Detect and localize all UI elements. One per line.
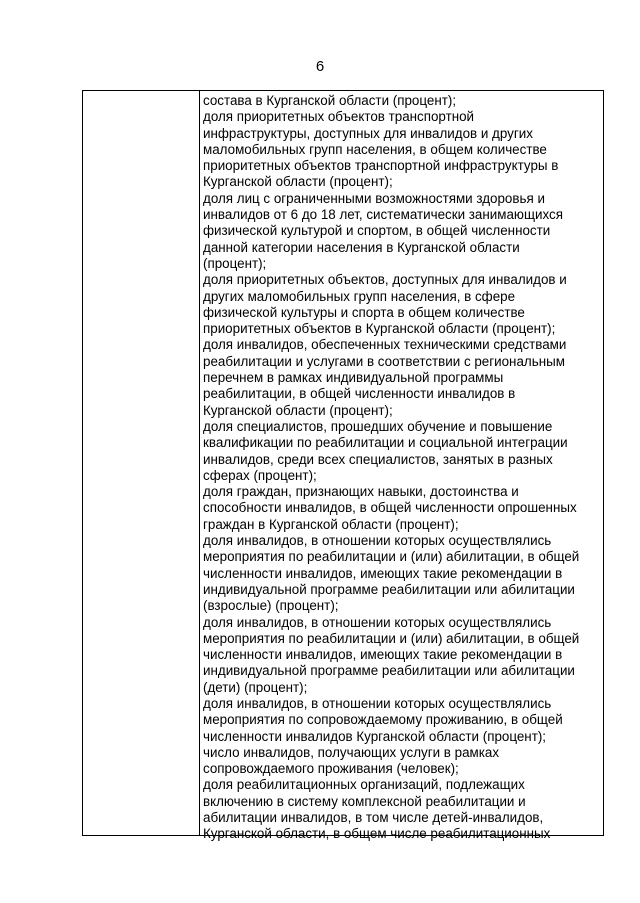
table-right-cell	[203, 93, 601, 842]
text-line: приоритетных объектов в Курганской области (процент);	[203, 321, 556, 337]
text-line: реабилитации и услугами в соответствии с региональным	[203, 353, 565, 369]
text-line: индивидуальной программе реабилитации или абилитации	[203, 581, 575, 597]
text-line: квалификации по реабилитации и социальной интеграции	[203, 435, 568, 451]
table-column-divider	[199, 91, 200, 835]
text-line: абилитации инвалидов, в том числе детей-инвалидов,	[203, 810, 544, 826]
text-line: мероприятия по реабилитации и (или) абилитации, в общей	[203, 630, 580, 646]
text-line: перечнем в рамках индивидуальной программы	[203, 370, 504, 386]
text-line: (дети) (процент);	[203, 679, 308, 695]
text-line: доля реабилитационных организаций, подлежащих	[203, 777, 525, 793]
text-line: доля лиц с ограниченными возможностями здоровья и	[203, 190, 545, 206]
text-line: доля приоритетных объектов, доступных для инвалидов и	[203, 272, 567, 288]
text-line: доля инвалидов, в отношении которых осуществлялись	[203, 533, 552, 549]
text-line: Курганской области, в общем числе реабилитационных	[203, 826, 551, 842]
text-line: мероприятия по реабилитации и (или) абилитации, в общей	[203, 549, 580, 565]
text-line: приоритетных объектов транспортной инфраструктуры в	[203, 158, 559, 174]
text-line: доля граждан, признающих навыки, достоинства и	[203, 484, 519, 500]
text-line: сопровождаемого проживания (человек);	[203, 761, 459, 777]
text-line: инфраструктуры, доступных для инвалидов и других	[203, 125, 533, 141]
text-line: маломобильных групп населения, в общем количестве	[203, 141, 547, 157]
text-line: физической культуры и спорта в общем количестве	[203, 304, 525, 320]
text-line: сферах (процент);	[203, 467, 317, 483]
page-number: 6	[315, 58, 325, 75]
text-line: (взрослые) (процент);	[203, 598, 339, 614]
text-line: доля приоритетных объектов транспортной	[203, 109, 475, 125]
text-line: численности инвалидов, имеющих такие рекомендации в	[203, 647, 563, 663]
table-left-cell	[83, 91, 199, 835]
text-line: мероприятия по сопровождаемому проживанию, в общей	[203, 712, 563, 728]
text-line: доля инвалидов, в отношении которых осуществлялись	[203, 695, 552, 711]
text-line: данной категории населения в Курганской области	[203, 239, 520, 255]
text-line: индивидуальной программе реабилитации или абилитации	[203, 663, 575, 679]
text-line: инвалидов от 6 до 18 лет, систематически занимающихся	[203, 207, 563, 223]
text-line: граждан в Курганской области (процент);	[203, 516, 459, 532]
text-line: численности инвалидов Курганской области (процент);	[203, 728, 547, 744]
text-line: доля инвалидов, в отношении которых осуществлялись	[203, 614, 552, 630]
text-line: доля инвалидов, обеспеченных техническими средствами	[203, 337, 567, 353]
text-line: реабилитации, в общей численности инвалидов в	[203, 386, 516, 402]
text-line: инвалидов, среди всех специалистов, занятых в разных	[203, 451, 553, 467]
text-line: численности инвалидов, имеющих такие рекомендации в	[203, 565, 563, 581]
text-line: число инвалидов, получающих услуги в рамках	[203, 744, 500, 760]
text-line: Курганской области (процент);	[203, 174, 393, 190]
text-line: других маломобильных групп населения, в сфере	[203, 288, 516, 304]
text-line: состава в Курганской области (процент);	[203, 93, 457, 108]
text-line: доля специалистов, прошедших обучение и повышение	[203, 418, 553, 434]
text-line: (процент);	[203, 255, 267, 271]
document-table	[82, 90, 604, 842]
text-line: включению в систему комплексной реабилитации и	[203, 793, 526, 809]
text-line: способности инвалидов, в общей численности опрошенных	[203, 500, 577, 516]
text-line: физической культурой и спортом, в общей численности	[203, 223, 551, 239]
text-line: Курганской области (процент);	[203, 402, 393, 418]
